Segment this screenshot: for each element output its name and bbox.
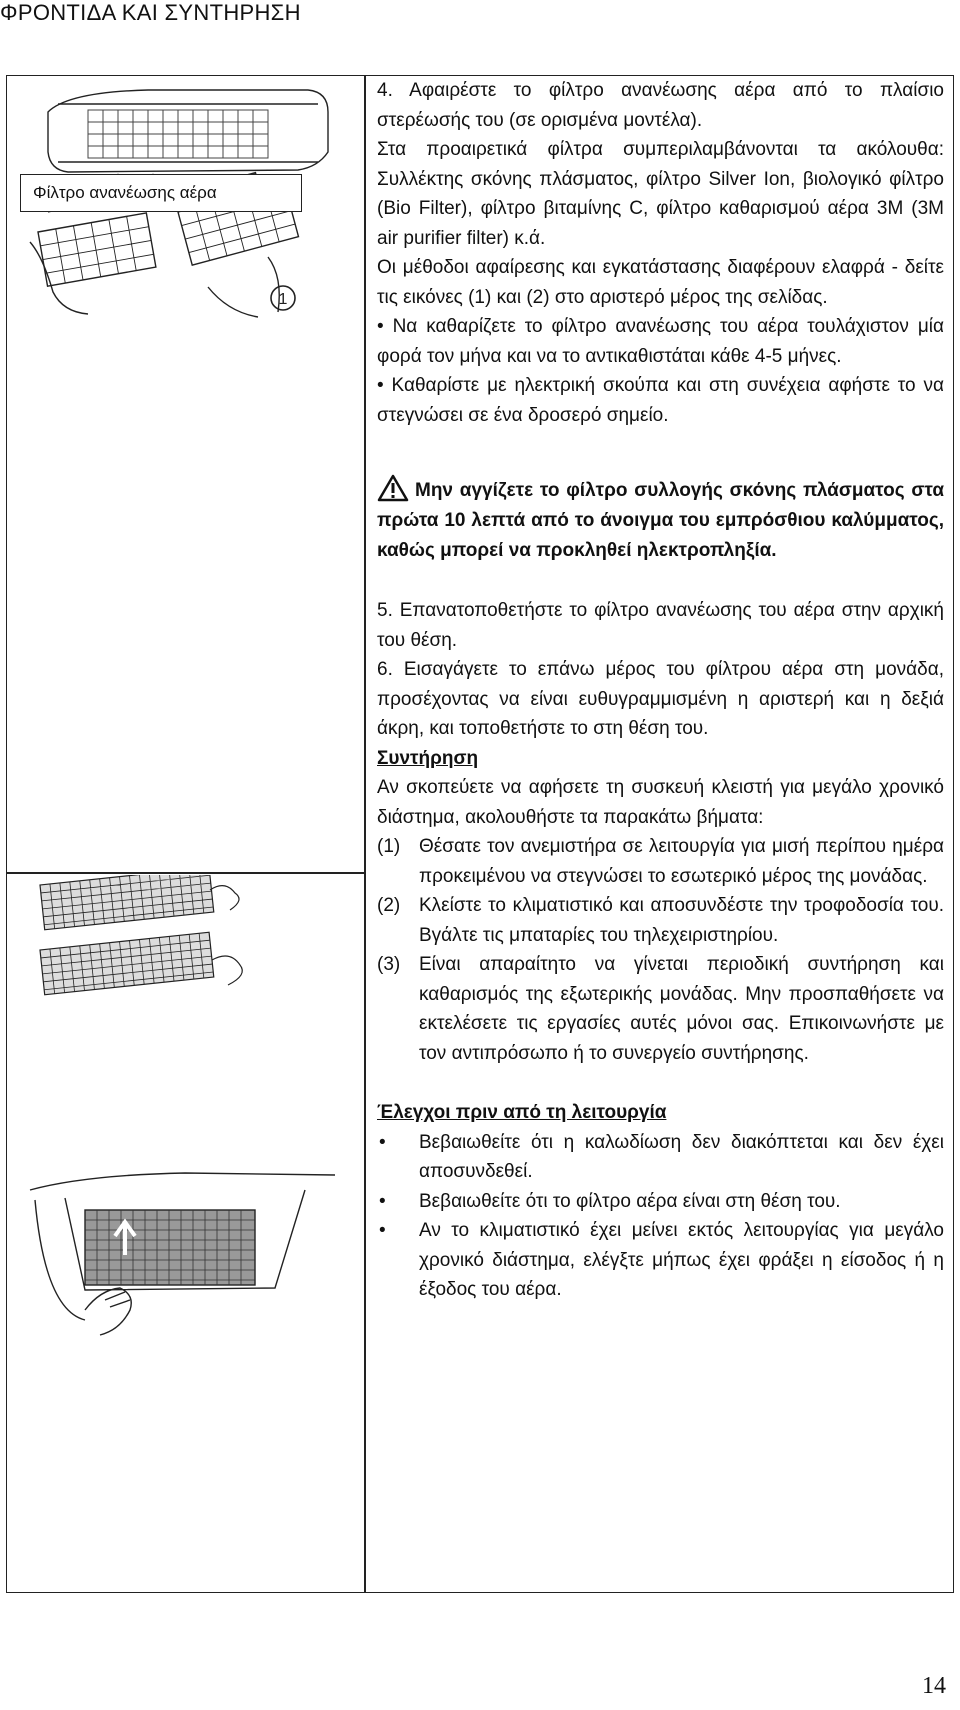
left-row-divider [6,872,365,874]
checks-item [377,1128,944,1187]
filter-insertion-illustration [25,1170,345,1340]
page-header: ΦΡΟΝΤΙΔΑ ΚΑΙ ΣΥΝΤΗΡΗΣΗ [0,0,301,25]
cleaning-frequency-bullet: • Να καθαρίζετε το φίλτρο ανανέωσης του αέρα τουλάχιστον μία φορά τον μήνα και να το αντικαθιστάται κάθε 4-5 μήνες. [377,316,944,367]
bullet-mark: • [379,1190,386,1212]
maintenance-intro: Αν σκοπεύετε να αφήσετε τη συσκευή κλειστή για μεγάλο χρονικό διάστημα, ακολουθήστε τα παρακάτω βήματα: [377,777,944,828]
step5-paragraph: 5. Επανατοποθετήστε το φίλτρο ανανέωσης του αέρα στην αρχική του θέση. [377,600,944,651]
maintenance-item-text: Είναι απαραίτητο να γίνεται περιοδική συντήρηση και καθαρισμός της εξωτερικής μονάδας. Μην προσπαθήσετε να εκτελέσετε τις εργασίες αυτές μόνοι σας. Επικοινωνήστε με τον αντιπρόσωπο ή το συνεργείο συντήρησης. [419,954,944,1064]
maintenance-item [377,891,944,950]
maintenance-item-number: (3) [377,954,401,975]
step4-paragraph: 4. Αφαιρέστε το φίλτρο ανανέωσης αέρα από το πλαίσιο στερέωσής του (σε ορισμένα μοντέλα). [377,80,944,131]
checks-item-text: Βεβαιωθείτε ότι το φίλτρο αέρα είναι στη θέση του. [419,1190,841,1212]
maintenance-item-number: (1) [377,836,401,857]
checks-item-text: Αν το κλιματιστικό έχει μείνει εκτός λειτουργίας για μεγάλο χρονικό διάστημα, ελέγξτε μήπως έχει φράξει η είσοδος ή η έξοδος του αέρα. [419,1220,944,1300]
warning-text: Μην αγγίζετε το φίλτρο συλλογής σκόνης πλάσματος στα πρώτα 10 λεπτά από το άνοιγμα του εμπρόσθιου καλύμματος, καθώς μπορεί να προκληθεί ηλεκτροπληξία. [377,480,944,561]
maintenance-item [377,950,944,1068]
instructions-column [377,76,944,1305]
checks-item [377,1187,944,1217]
warning-icon [377,474,409,502]
bullet-mark: • [379,1131,386,1153]
maintenance-title: Συντήρηση [377,747,479,769]
maintenance-item-number: (2) [377,895,401,916]
vacuum-bullet: • Καθαρίστε με ηλεκτρική σκούπα και στη συνέχεια αφήστε το να στεγνώσει σε ένα δροσερό σημείο. [377,375,944,426]
maintenance-item-text: Θέσατε τον ανεμιστήρα σε λειτουργία για μισή περίπου ημέρα προκειμένου να στεγνώσει το εσωτερικό μέρος της μονάδας. [419,836,944,887]
warning-paragraph [377,474,944,566]
checks-title: Έλεγχοι πριν από τη λειτουργία [377,1102,667,1123]
step6-paragraph: 6. Εισαγάγετε το επάνω μέρος του φίλτρου αέρα στη μονάδα, προσέχοντας να είναι ευθυγραμμισμένη η αριστερή και η δεξιά άκρη, και τοποθετήστε το στη θέση του. [377,659,944,739]
checks-item-text: Βεβαιωθείτε ότι η καλωδίωση δεν διακόπτεται και δεν έχει αποσυνδεθεί. [419,1131,944,1182]
filter-panels-illustration [30,875,260,1015]
methods-paragraph: Οι μέθοδοι αφαίρεσης και εγκατάστασης διαφέρουν ελαφρά - δείτε τις εικόνες (1) και (2) στο αριστερό μέρος της σελίδας. [377,257,944,308]
maintenance-item-text: Κλείστε το κλιματιστικό και αποσυνδέστε την τροφοδοσία του. Βγάλτε τις μπαταρίες του τηλεχειριστηρίου. [419,895,944,946]
page-number: 14 [922,1673,946,1699]
bullet-mark: • [379,1220,386,1241]
figure-number-1: 1 [278,291,288,308]
column-divider [364,75,366,1593]
optional-filters-paragraph: Στα προαιρετικά φίλτρα συμπεριλαμβάνονται τα ακόλουθα: Συλλέκτης σκόνης πλάσματος, φίλτρο Silver Ion, βιολογικό φίλτρο (Bio Filter), φίλτρο βιταμίνης C, φίλτρο καθαρισμού αέρα 3M (3M air purifier filter) κ.ά. [377,139,944,249]
maintenance-item [377,832,944,891]
air-filter-callout: Φίλτρο ανανέωσης αέρα [20,174,302,212]
checks-item [377,1216,944,1305]
